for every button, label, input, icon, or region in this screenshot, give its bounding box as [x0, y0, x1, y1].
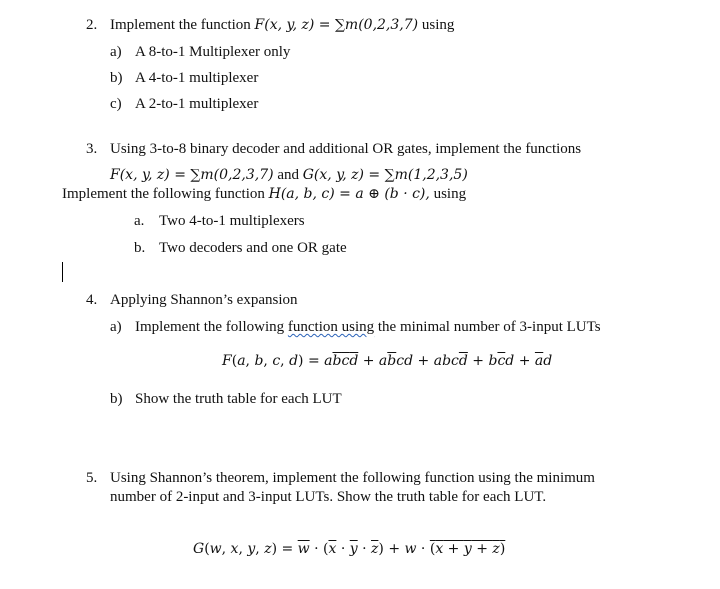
q3-text: Using 3-to-8 binary decoder and additional OR gates, implement the functions [110, 141, 582, 157]
q2-item-c: c) A 2-to-1 multiplexer [110, 96, 259, 112]
q3-number: 3. [86, 141, 98, 157]
q4-item-b: b) Show the truth table for each LUT [110, 391, 342, 407]
q3-and-word: and [277, 167, 299, 183]
q4-b-text: Show the truth table for each LUT [135, 391, 342, 407]
q3-item-b: b. Two decoders and one OR gate [134, 240, 347, 256]
q3-line [86, 140, 581, 158]
q4-a-text-post: the minimal number of 3-input LUTs [377, 319, 601, 335]
q2-text: Implement the function [110, 17, 251, 33]
q5-equation: G(w, x, y, $z) = \overline{w} \cdot (\overline{x} \cdot \overline{y} \cdot \overline{z}) + w \cdot (x + y + z)$ [193, 541, 506, 557]
q4-line [86, 291, 298, 309]
q3-h-expression: H(a, b, c) = a ⊕ (b · c), [268, 186, 430, 202]
q3-f-expression: F(x, y, z) = ∑m(0,2,3,7) [110, 167, 274, 183]
q2-item-c-text: A 2-to-1 multiplexer [135, 96, 259, 112]
q2-item-b: b) A 4-to-1 multiplexer [110, 70, 259, 86]
q3-line2-tail: using [433, 186, 467, 202]
q4-number: 4. [86, 292, 98, 308]
q4-text: Applying Shannon’s expansion [110, 292, 298, 308]
q5-line1-text: Using Shannon’s theorem, implement the following function using the minimum [110, 470, 595, 486]
q5-number: 5. [86, 470, 98, 486]
q2-item-a-text: A 8-to-1 Multiplexer only [135, 44, 291, 60]
q3-line2-text: Implement the following function [62, 186, 265, 202]
q2-expression: F(x, y, z) = ∑m(0,2,3,7) [254, 17, 419, 33]
q2-line [86, 16, 454, 34]
q3-item-a: a. Two 4-to-1 multiplexers [134, 213, 305, 229]
q4-equation: F(a, b, c, $d) = a\overline{b}\overline{c}\overline{d} + a\overline{b}cd + abc\overline{d} + b\overline{c}d + \overline{a}d$ [222, 353, 553, 369]
q3-h-line [62, 185, 466, 203]
q3-g-expression: G(x, y, z) = ∑m(1,2,3,5) [302, 167, 468, 183]
q4-a-spellcheck-span: function using [287, 319, 375, 335]
q3-item-b-text: Two decoders and one OR gate [159, 240, 347, 256]
q2-item-a: a) A 8-to-1 Multiplexer only [110, 44, 291, 60]
q4-a-text-pre: Implement the following [135, 319, 285, 335]
q5-line2-text: number of 2-input and 3-input LUTs. Show the truth table for each LUT. [110, 489, 547, 505]
q5-line1 [86, 469, 595, 487]
q3-item-a-text: Two 4-to-1 multiplexers [159, 213, 305, 229]
q2-number: 2. [86, 17, 98, 33]
q5-line2 [110, 488, 546, 506]
q2-item-b-text: A 4-to-1 multiplexer [135, 70, 259, 86]
q3-functions-line [110, 166, 468, 184]
q4-item-a: a) Implement the following function using the minimal number of 3-input LUTs [110, 319, 601, 335]
q2-tail: using [421, 17, 455, 33]
text-cursor [62, 262, 63, 282]
